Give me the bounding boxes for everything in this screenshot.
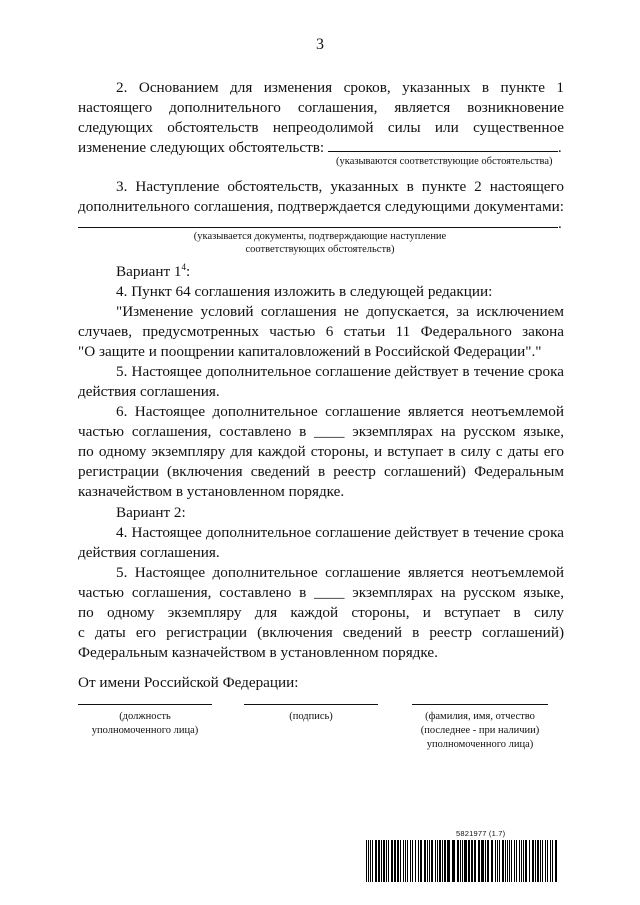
barcode-bar: [375, 840, 377, 882]
variant2-p5-line5: Федеральным казначейством в установленном порядке.: [78, 644, 438, 661]
barcode-bar: [410, 840, 411, 882]
variant1-quote-line3: "О защите и поощрении капиталовложений в Российской Федерации".": [78, 343, 542, 360]
barcode-bar: [550, 840, 551, 882]
barcode-bar: [478, 840, 480, 882]
barcode-bar: [460, 840, 461, 882]
barcode-bar: [381, 840, 382, 882]
signature-position-line: [78, 704, 212, 705]
variant1-quote-line1: "Изменение условий соглашения не допускается, за исключением: [116, 303, 564, 320]
barcode-bar: [366, 840, 367, 882]
signature-name-line: [412, 704, 548, 705]
variant1-p5-line2: действия соглашения.: [78, 383, 220, 400]
variant2-p5-line1: 5. Настоящее дополнительное соглашение является неотъемлемой: [116, 564, 564, 581]
barcode-bar: [471, 840, 473, 882]
barcode-bar: [487, 840, 489, 882]
variant2-p4-line2: действия соглашения.: [78, 544, 220, 561]
barcode-bar: [447, 840, 450, 882]
barcode-bar: [394, 840, 396, 882]
barcode-bar: [495, 840, 496, 882]
clause3-line1: 3. Наступление обстоятельств, указанных в пункте 2 настоящего: [116, 178, 564, 195]
barcode-bar: [468, 840, 470, 882]
variant1-p5-line1: 5. Настоящее дополнительное соглашение действует в течение срока: [116, 363, 564, 380]
barcode-bar: [407, 840, 408, 882]
barcode-bar: [444, 840, 446, 882]
signature-heading: От имени Российской Федерации:: [78, 674, 299, 691]
barcode-bar: [452, 840, 455, 882]
variant2-p4-line1: 4. Настоящее дополнительное соглашение действует в течение срока: [116, 524, 564, 541]
barcode-bar: [383, 840, 385, 882]
barcode-bar: [555, 840, 557, 882]
barcode-bar: [386, 840, 387, 882]
barcode-bar: [552, 840, 553, 882]
barcode-bar: [442, 840, 443, 882]
variant1-p4: 4. Пункт 64 соглашения изложить в следующей редакции:: [116, 283, 493, 300]
barcode-bar: [497, 840, 498, 882]
variant2-heading: Вариант 2:: [116, 504, 186, 521]
barcode-bar: [378, 840, 380, 882]
barcode-bar: [545, 840, 546, 882]
variant1-heading-colon: :: [186, 263, 191, 280]
footnote-mark: 4: [181, 262, 186, 272]
barcode-bar: [525, 840, 527, 882]
variant2-p5-line2: частью соглашения, составлено в ____ экземплярах на русском языке,: [78, 584, 564, 601]
variant1-p6-line3: по одному экземпляру для каждой стороны, и вступает в силу с даты его: [78, 443, 564, 460]
barcode-bar: [400, 840, 401, 882]
clause2-note: (указываются соответствующие обстоятельства): [336, 156, 553, 167]
barcode-bar: [519, 840, 520, 882]
barcode-bar: [431, 840, 433, 882]
barcode-image: [366, 840, 558, 882]
barcode-bar: [439, 840, 441, 882]
barcode-bar: [532, 840, 534, 882]
variant1-heading: [78, 262, 564, 281]
barcode-bar: [424, 840, 426, 882]
barcode-bar: [457, 840, 459, 882]
barcode-bar: [481, 840, 484, 882]
barcode-bar: [516, 840, 517, 882]
variant1-p6-line2: частью соглашения, составлено в ____ экземплярах на русском языке,: [78, 423, 564, 440]
barcode-bar: [485, 840, 486, 882]
barcode-bar: [499, 840, 500, 882]
clause2-line4-text: изменение следующих обстоятельств:: [78, 139, 325, 156]
barcode-bar: [415, 840, 416, 882]
clause2-line3: следующих обстоятельств непреодолимой силы или существенное: [78, 119, 564, 136]
barcode-bar: [427, 840, 428, 882]
clause3-blank-field: [78, 214, 558, 228]
barcode-bar: [511, 840, 512, 882]
clause2-line1: 2. Основанием для изменения сроков, указанных в пункте 1: [116, 79, 564, 96]
clause2-line2: настоящего дополнительного соглашения, является возникновение: [78, 99, 564, 116]
signature-sign-label: (подпись): [289, 711, 333, 722]
barcode-bar: [507, 840, 508, 882]
barcode-bar: [535, 840, 536, 882]
clause3-note-line1: (указывается документы, подтверждающие наступление: [193, 231, 447, 242]
signature-position-label-2: уполномоченного лица): [91, 725, 199, 736]
barcode-bar: [462, 840, 463, 882]
variant1-p6-line4: регистрации (включения сведений в реестр соглашений) Федеральным: [78, 463, 564, 480]
variant1-quote-line2: случаев, предусмотренных частью 6 статьи 11 Федерального закона: [78, 323, 564, 340]
barcode-bar: [388, 840, 389, 882]
barcode-bar: [397, 840, 399, 882]
barcode-bar: [514, 840, 515, 882]
clause2-blank-field: [328, 138, 558, 152]
signature-position-label-1: (должность: [119, 711, 171, 722]
barcode-bar: [437, 840, 438, 882]
clause3-line2: дополнительного соглашения, подтверждается следующими документами:: [78, 198, 564, 215]
barcode-bar: [372, 840, 373, 882]
barcode-bar: [418, 840, 419, 882]
signature-name-label-1: (фамилия, имя, отчество: [425, 711, 535, 722]
barcode-bar: [505, 840, 506, 882]
barcode-bar: [403, 840, 404, 882]
barcode-bar: [412, 840, 413, 882]
signature-sign-line: [244, 704, 378, 705]
barcode-bar: [474, 840, 476, 882]
barcode-bar: [537, 840, 539, 882]
barcode-bar: [523, 840, 524, 882]
barcode-bar: [547, 840, 548, 882]
clause3-note-line2: соответствующих обстоятельств): [245, 244, 395, 255]
barcode-bar: [542, 840, 543, 882]
barcode-bar: [509, 840, 510, 882]
barcode-bar: [420, 840, 422, 882]
signature-name-label-3: уполномоченного лица): [426, 739, 534, 750]
barcode-bar: [521, 840, 522, 882]
variant1-p6-line5: казначейством в установленном порядке.: [78, 483, 345, 500]
barcode-bar: [405, 840, 406, 882]
variant1-p6-line1: 6. Настоящее дополнительное соглашение является неотъемлемой: [116, 403, 564, 420]
signature-name-label-2: (последнее - при наличии): [420, 725, 540, 736]
clause2-line4-end: .: [557, 139, 562, 156]
barcode-bar: [464, 840, 467, 882]
variant2-p5-line3: по одному экземпляру для каждой стороны, и вступает в силу: [78, 604, 564, 621]
barcode-bar: [368, 840, 369, 882]
barcode-bar: [529, 840, 530, 882]
barcode-bar: [491, 840, 493, 882]
barcode-bar: [435, 840, 436, 882]
clause3-line3-end: .: [558, 215, 562, 232]
page-number: 3: [316, 36, 324, 53]
barcode-bar: [370, 840, 371, 882]
barcode-bar: [429, 840, 430, 882]
variant1-heading-text: Вариант 1: [116, 263, 182, 280]
barcode-bar: [502, 840, 504, 882]
barcode-bar: [540, 840, 541, 882]
variant2-p5-line4: с даты его регистрации (включения сведений в реестр соглашений): [78, 624, 564, 641]
document-serial: 5821977 (1.7): [456, 829, 506, 838]
barcode-bar: [391, 840, 393, 882]
